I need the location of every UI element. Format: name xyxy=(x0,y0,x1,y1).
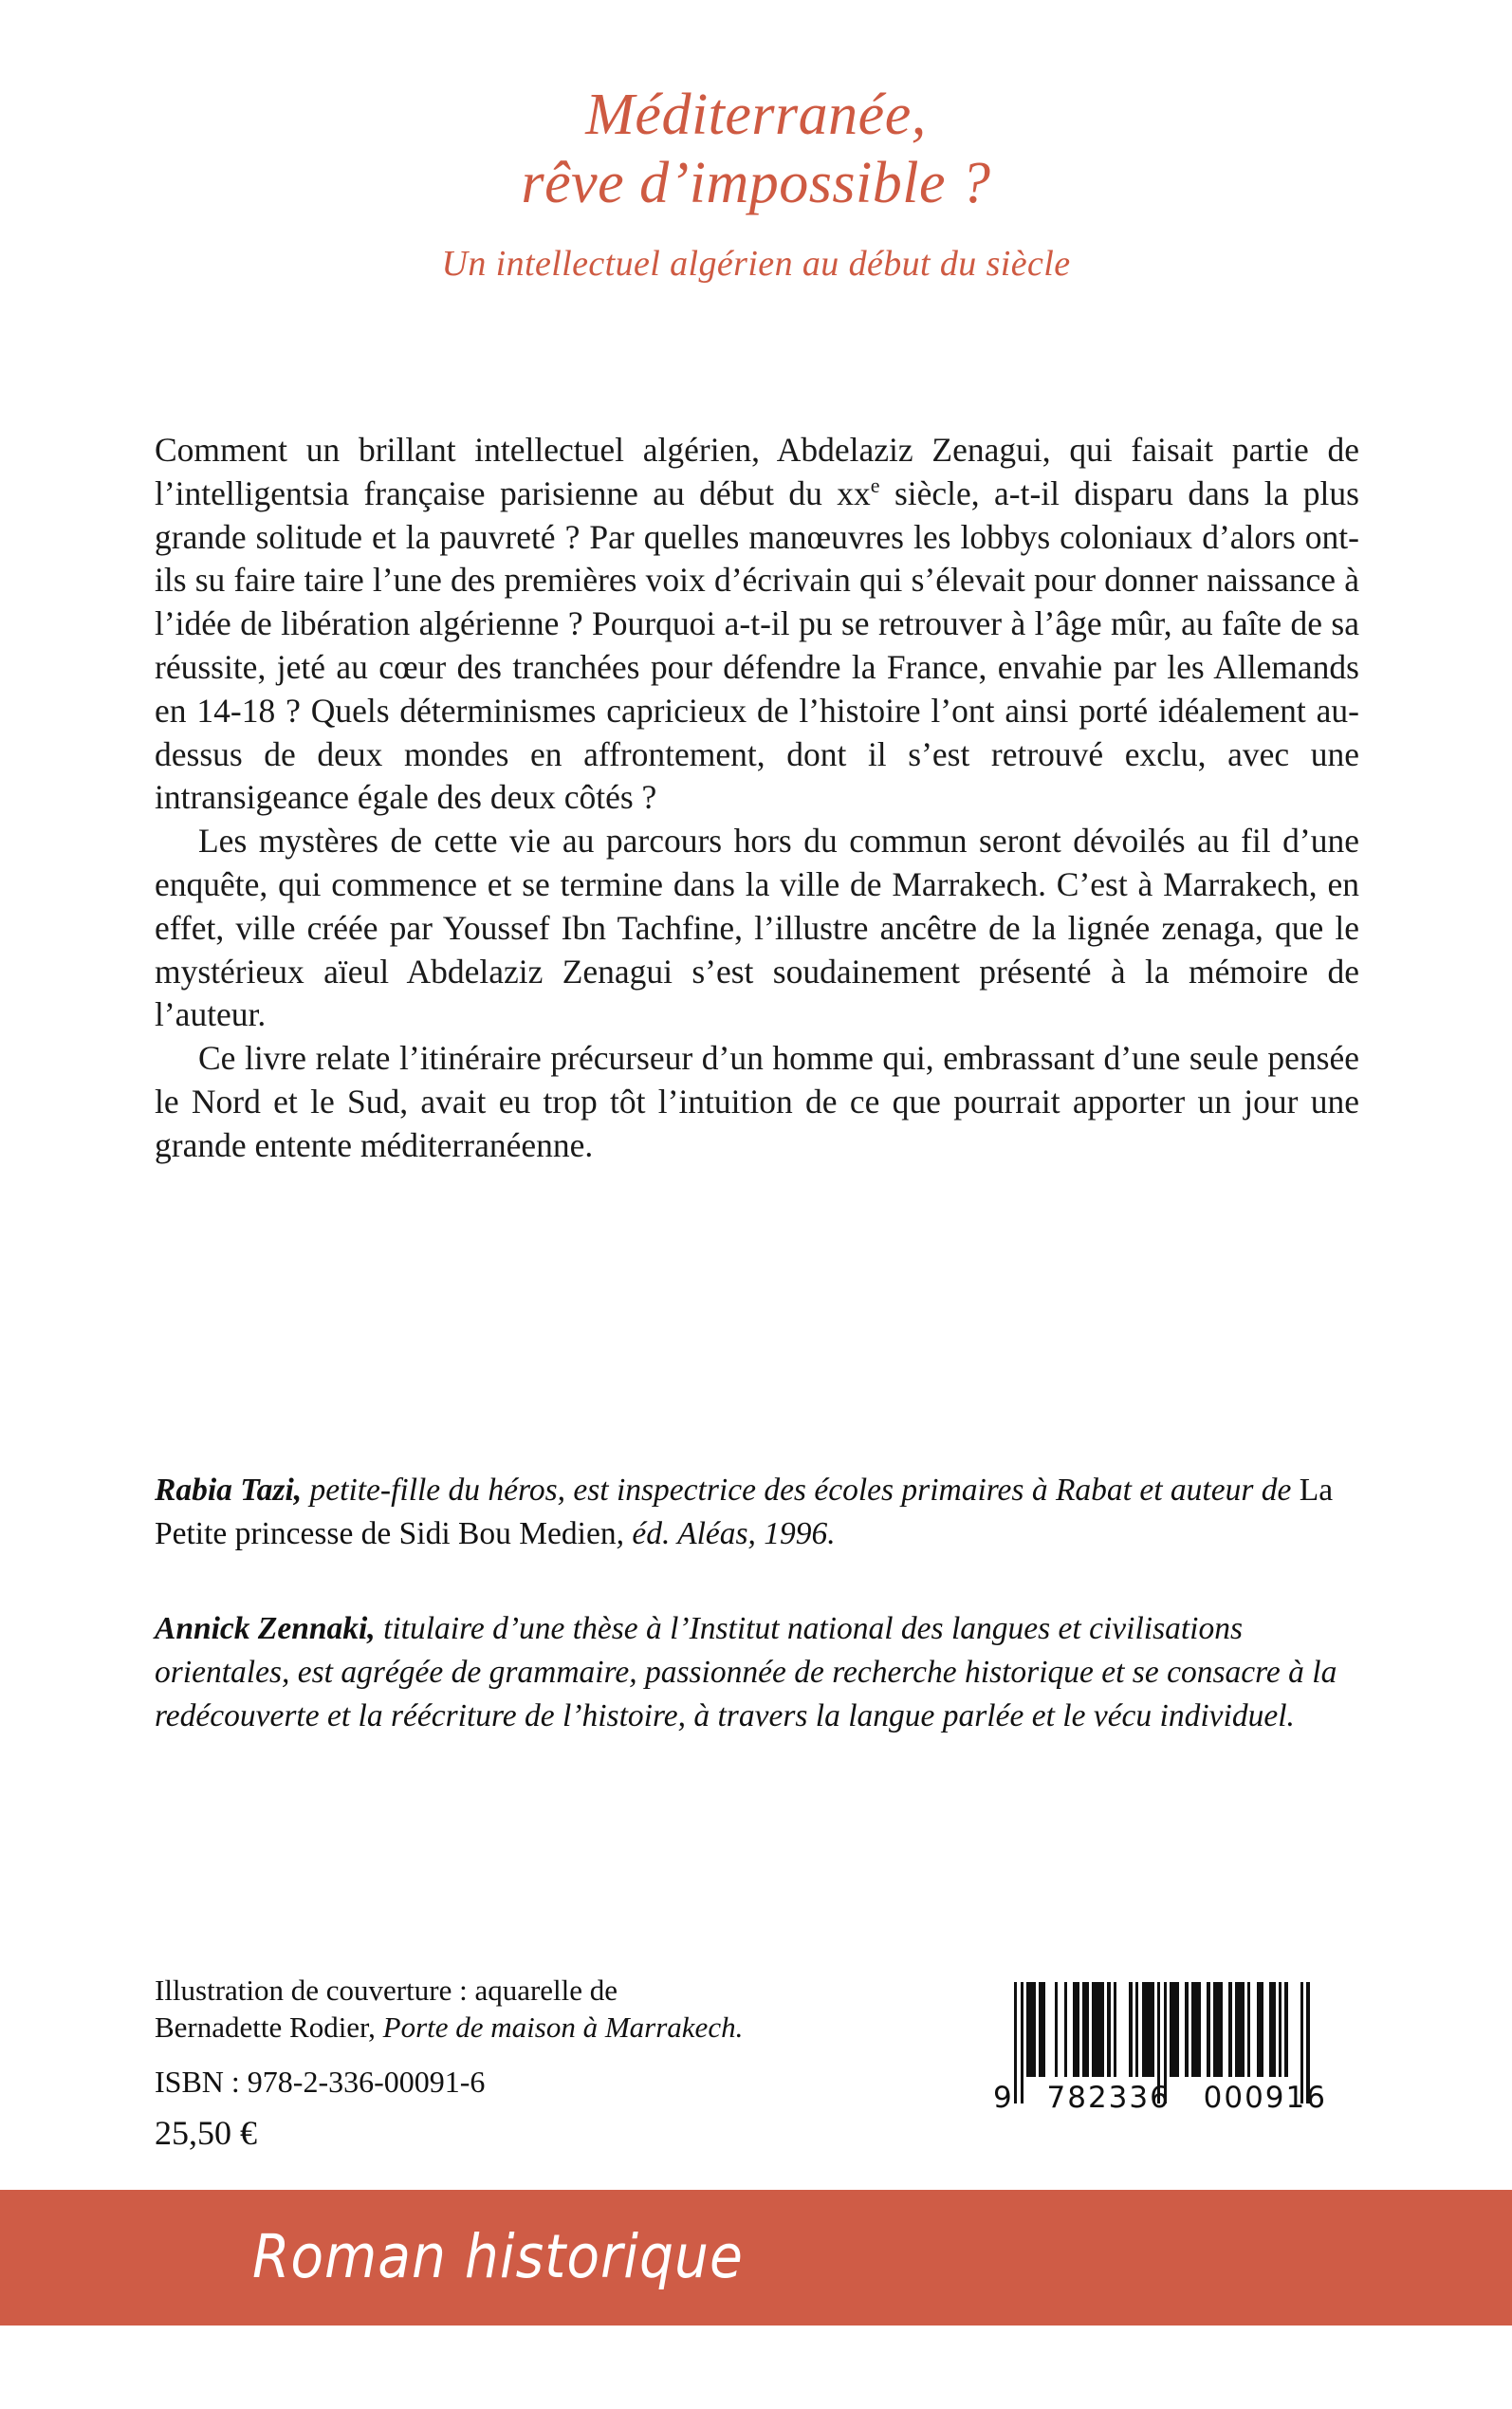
price-text: 25,50 € xyxy=(155,2114,257,2152)
century-numeral: xx xyxy=(837,473,871,512)
author-bio-2 xyxy=(155,1607,1361,1738)
blurb-paragraph-2: Les mystères de cette vie au parcours hors du commun seront dévoilés au fil d’une enquête, qui commence et se termine dans la ville de Marrakech. C’est à Marrakech, en effet, ville créée par Youssef Ibn Tachfine, l’illustre ancêtre de la lignée zenaga, que le mystérieux aïeul Abdelaziz Zenagui s’est soudainement présenté à la mémoire de l’auteur. xyxy=(155,822,1359,1034)
author-bios xyxy=(155,1469,1361,1738)
century-ordinal-suffix: e xyxy=(870,473,880,497)
author-bio-2-before: titulaire d’une thèse à l’Institut national des langues et civilisations orientales, est agrégée de grammaire, passionnée de recherche historique et se consacre à la redécouverte et la réécriture de l’histoire, à travers la langue parlée et le vécu individuel. xyxy=(155,1611,1337,1733)
title-line-2: rêve d’impossible ? xyxy=(521,150,991,215)
barcode-digit-left: 9 xyxy=(993,2081,1014,2115)
author-work-title-1: La Petite princesse de Sidi Bou Medien xyxy=(155,1473,1334,1551)
blurb-paragraph-1 xyxy=(155,429,1359,820)
author-bio-1-after: , éd. Aléas, 1996. xyxy=(616,1516,836,1551)
author-bio-1-before: petite-fille du héros, est inspectrice des écoles primaires à Rabat et auteur de xyxy=(302,1473,1300,1508)
title-block xyxy=(0,82,1512,285)
ean13-barcode xyxy=(993,1982,1327,2115)
page-subtitle: Un intellectuel algérien au début du siècle xyxy=(441,243,1071,284)
genre-banner xyxy=(0,2190,1512,2326)
blurb-paragraph-3: Ce livre relate l’itinéraire précurseur d’un homme qui, embrassant d’une seule pensée le Nord et le Sud, avait eu trop tôt l’intuition de ce que pourrait apporter un jour une grande entente méditerranéenne. xyxy=(155,1039,1359,1164)
author-bio-1 xyxy=(155,1469,1361,1556)
barcode-digits xyxy=(991,2081,1329,2115)
footer-credits xyxy=(155,1972,876,2154)
blurb-p1-part-a: Comment un brillant intellectuel algérien, Abdelaziz Zenagui, qui faisait partie de l’intelligentsia française parisienne au début du xyxy=(155,431,1359,512)
barcode-digits-group-2: 000916 xyxy=(1203,2081,1327,2115)
illustration-credit-line-2 xyxy=(155,2009,876,2046)
blurb-p1-part-b: siècle, a-t-il disparu dans la plus grande solitude et la pauvreté ? Par quelles manœuvres les lobbys coloniaux d’alors ont-ils su faire taire l’une des premières voix d’écrivain qui s’élevait pour donner naissance à l’idée de libération algérienne ? Pourquoi a-t-il pu se retrouver à l’âge mûr, au faîte de sa réussite, jeté au cœur des tranchées pour défendre la France, envahie par les Allemands en 14-18 ? Quels déterminismes capricieux de l’histoire l’ont ainsi porté idéalement au-dessus de deux mondes en affrontement, dont il s’est retrouvé exclu, avec une intransigeance égale des deux côtés ? xyxy=(155,473,1359,817)
illustrator-name: Bernadette Rodier, xyxy=(155,2011,383,2044)
genre-label: Roman historique xyxy=(252,2221,744,2291)
author-name-2: Annick Zennaki, xyxy=(155,1611,376,1646)
isbn-text: ISBN : 978-2-336-00091-6 xyxy=(155,2065,486,2099)
illustration-credit-line-1: Illustration de couverture : aquarelle de xyxy=(155,1974,618,2007)
artwork-title: Porte de maison à Marrakech. xyxy=(382,2011,744,2044)
page-title xyxy=(0,82,1512,218)
author-name-1: Rabia Tazi, xyxy=(155,1473,303,1508)
title-line-1: Méditerranée, xyxy=(585,83,927,147)
barcode-digits-group-1: 782336 xyxy=(1046,2081,1171,2115)
blurb-text xyxy=(155,429,1359,1168)
